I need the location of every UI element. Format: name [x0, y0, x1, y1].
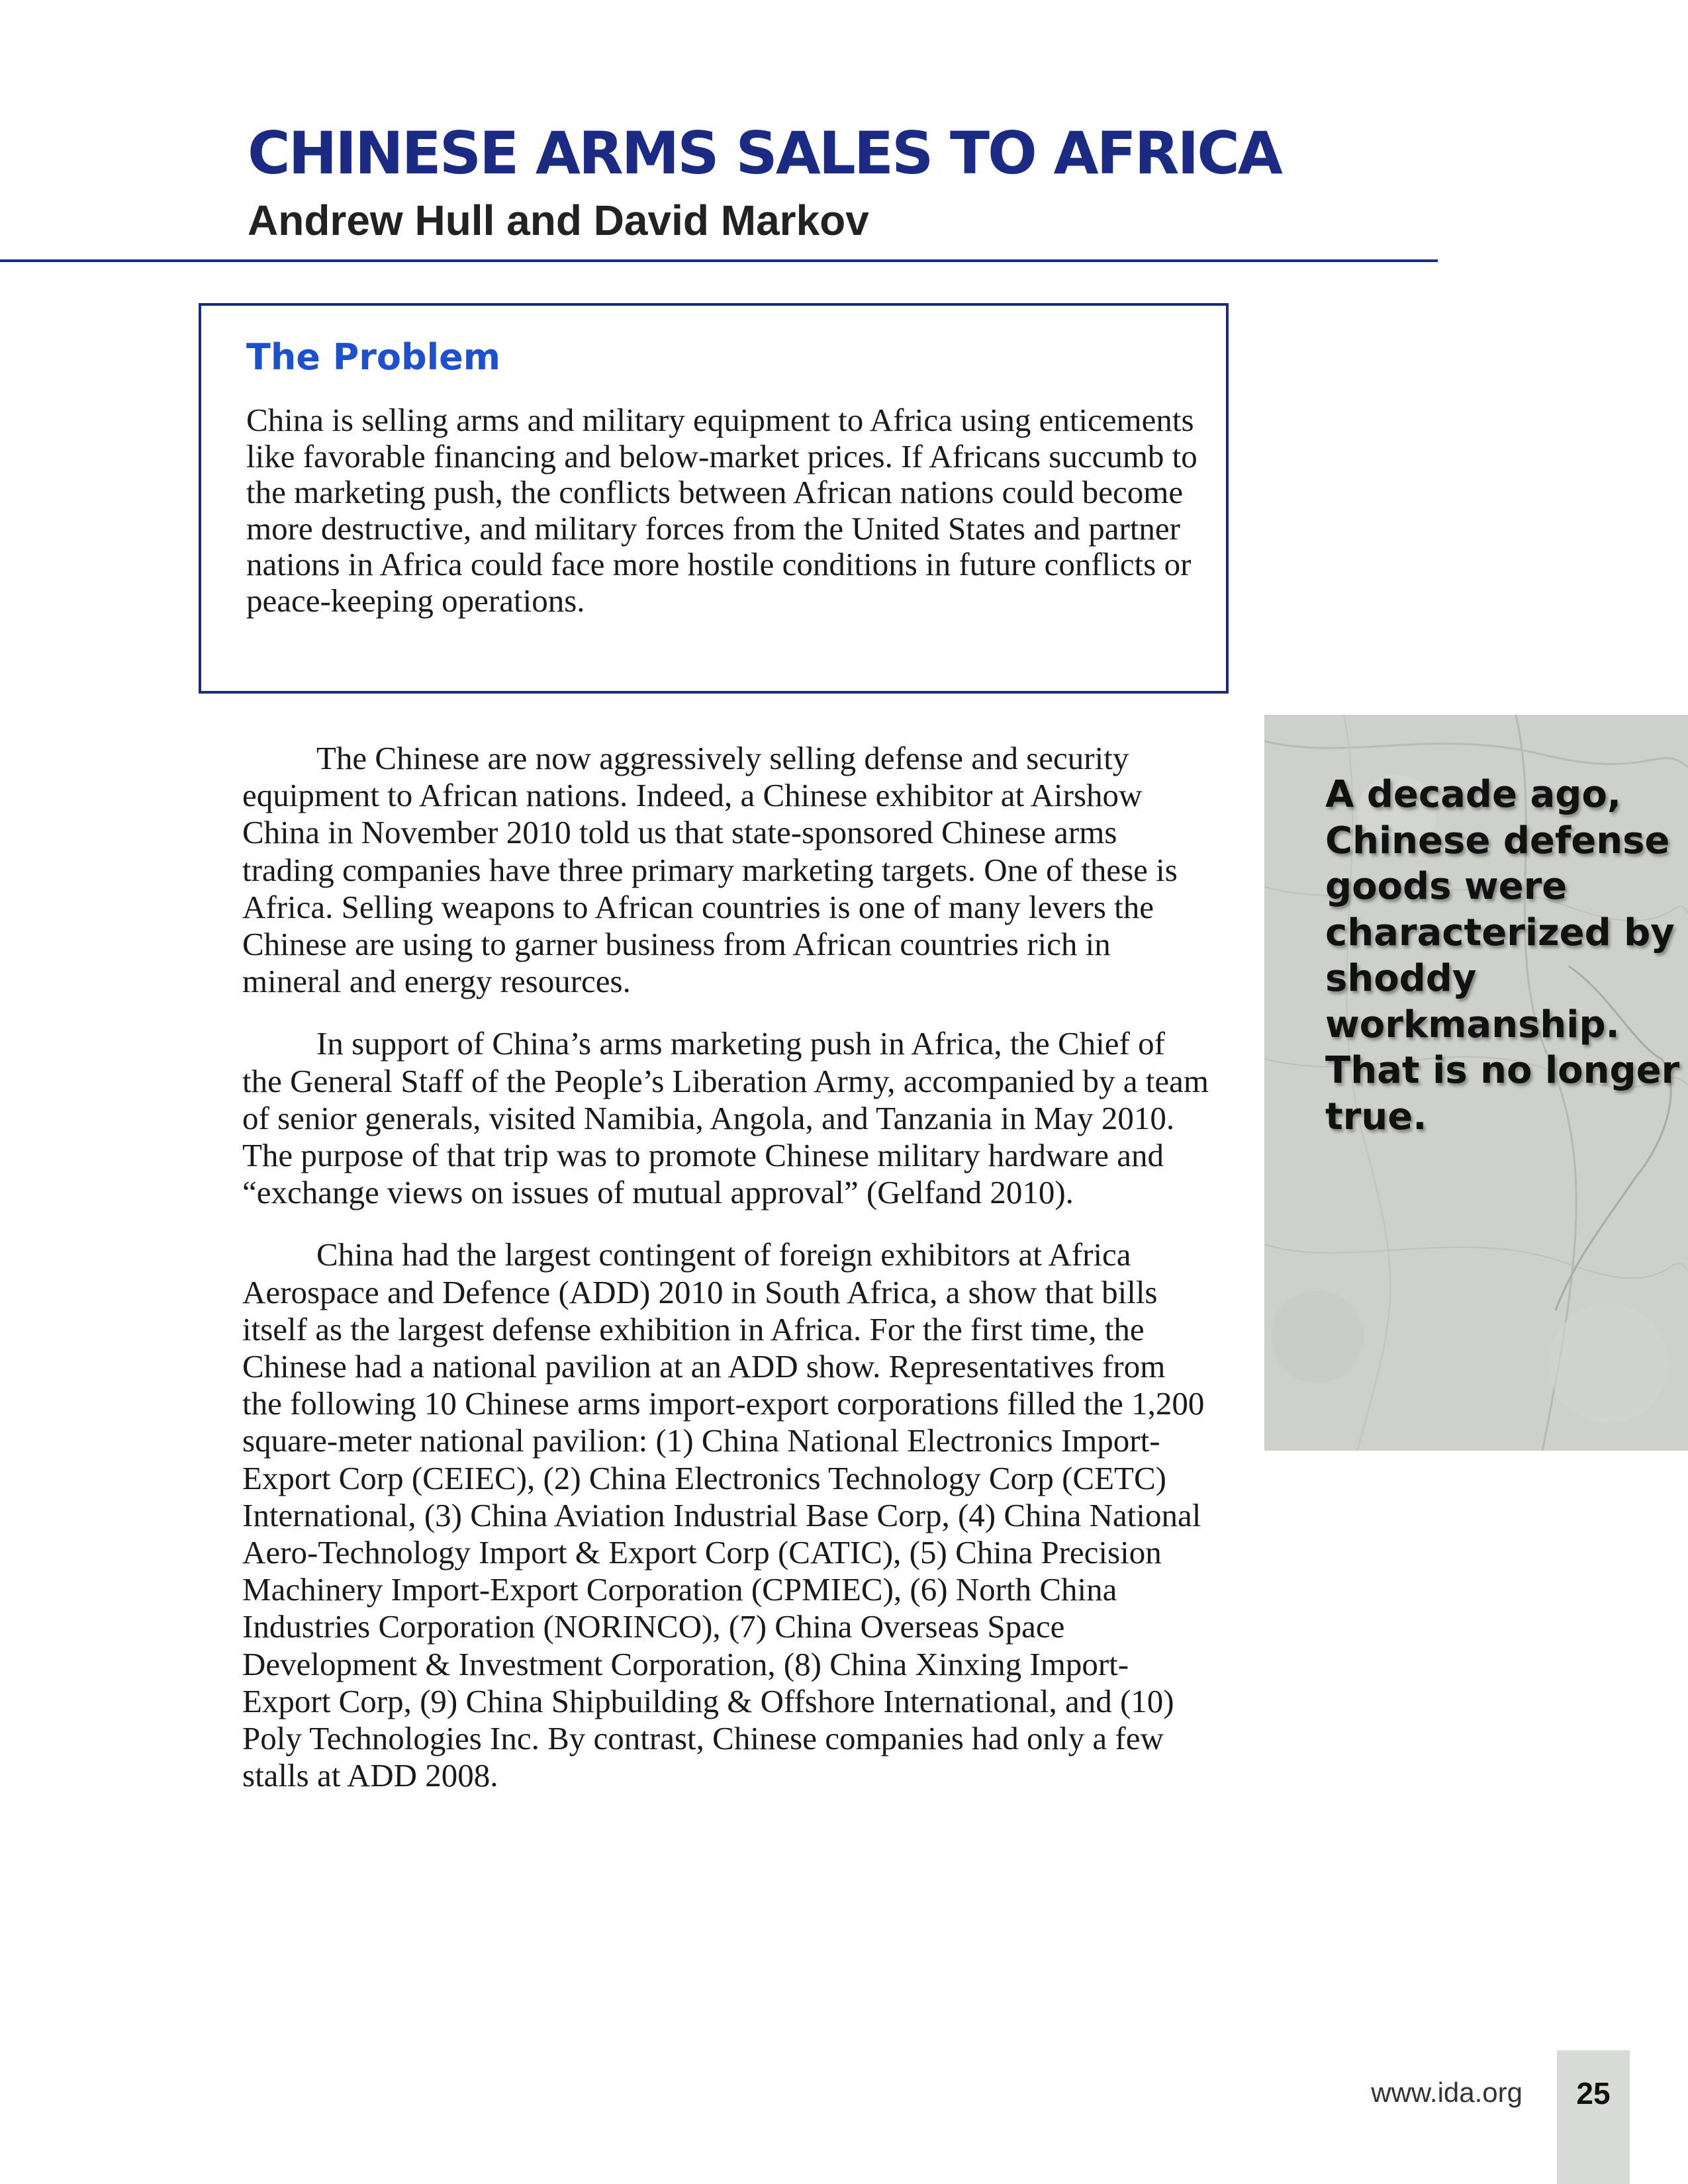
- page-number: 25: [1576, 2076, 1611, 2111]
- article-title: CHINESE ARMS SALES TO AFRICA: [248, 119, 1281, 187]
- pullquote-panel: [1264, 715, 1688, 1451]
- article-authors: Andrew Hull and David Markov: [248, 197, 869, 244]
- problem-heading: The Problem: [246, 336, 501, 378]
- article-body: [242, 740, 1209, 1819]
- body-paragraph: In support of China’s arms marketing push in Africa, the Chief of the General Staff of the People’s Liberation Army, accompanied by a team of senior generals, visited Namibia, Angola, and Tanzania in May 2010. The purpose of that trip was to promote Chinese military hardware and “exchange views on issues of mutual approval” (Gelfand 2010).: [242, 1025, 1209, 1211]
- page-number-box: [1557, 2050, 1630, 2184]
- body-paragraph: The Chinese are now aggressively selling defense and security equipment to African nations. Indeed, a Chinese exhibitor at Airshow China in November 2010 told us that state-sponsored Chinese arms trading companies have three primary marketing targets. One of these is Africa. Selling weapons to African countries is one of many levers the Chinese are using to garner business from African countries rich in mineral and energy resources.: [242, 740, 1178, 1000]
- problem-box: [199, 303, 1229, 694]
- footer-url[interactable]: www.ida.org: [1371, 2077, 1523, 2108]
- problem-text: China is selling arms and military equipment to Africa using enticements like favorable financing and below-market prices. If Africans succumb to the marketing push, the conflicts between African nations could become more destructive, and military forces from the United States and partner nations in Africa could face more hostile conditions in future conflicts or peace-keeping operations.: [246, 402, 1197, 619]
- header-rule: [0, 259, 1438, 262]
- body-paragraph: China had the largest contingent of foreign exhibitors at Africa Aerospace and Defence (ADD) 2010 in South Africa, a show that bills itself as the largest defense exhibition in Africa. For the first time, the Chinese had a national pavilion at an ADD show. Representatives from the following 10 Chinese arms import-export corporations filled the 1,200 square-meter national pavilion: (1) China National Electronics Import-Export Corp (CEIEC), (2) China Electronics Technology Corp (CETC) International, (3) China Aviation Industrial Base Corp, (4) China National Aero-Technology Import & Export Corp (CATIC), (5) China Precision Machinery Import-Export Corporation (CPMIEC), (6) North China Industries Corporation (NORINCO), (7) China Overseas Space Development & Investment Corporation, (8) China Xinxing Import-Export Corp, (9) China Shipbuilding & Offshore International, and (10) Poly Technologies Inc. By contrast, Chinese companies had only a few stalls at ADD 2008.: [242, 1236, 1205, 1794]
- pullquote-text: A decade ago, Chinese defense goods were characterized by shoddy workmanship. That is no longer true.: [1325, 773, 1680, 1138]
